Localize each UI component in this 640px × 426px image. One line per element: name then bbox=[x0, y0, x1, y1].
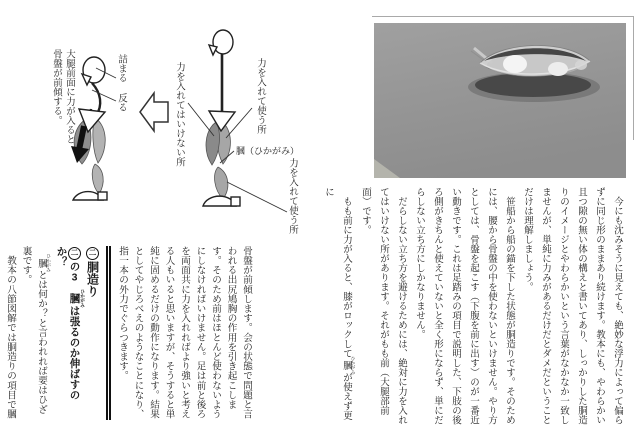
ruby-base: 膕 bbox=[68, 289, 81, 308]
left-page-text bbox=[5, 246, 254, 420]
paragraph bbox=[319, 187, 356, 425]
ruby-base: 膕 bbox=[36, 253, 47, 272]
paragraph: 今にも沈みそうに見えても、絶妙な浮力によって偏らずに同じ形のままあり続けます。教本にも、やわらかい且つ隙の無い体の構えと書いてあり、しっかりした胴造りのイメージとやわらかいという言葉がなかなか一致しませんが、単純に力みがあるだけだとダメだということだけは理解しましょう。 bbox=[522, 187, 622, 425]
subsection-number-mark: 二 bbox=[68, 247, 81, 260]
section-number-mark: 二 bbox=[86, 247, 99, 260]
boat-photo bbox=[374, 23, 626, 178]
paragraph: 教本の八節図解では胴造りの項目で膕 bbox=[5, 246, 16, 419]
paragraph: だらしない立ち方を避けるためには、絶対に力を入れてはいけない所があります。それがもも前（大腿部前面）です。 bbox=[360, 187, 406, 425]
subsection-ruby bbox=[68, 289, 86, 308]
left-figure-caption: 大腿前面に力が入ると骨盤が前傾する。 bbox=[51, 49, 75, 144]
text-run: が使えず更に bbox=[323, 187, 351, 420]
pointer-lines-right bbox=[188, 103, 287, 212]
ruby-text: ひかがみ bbox=[46, 253, 52, 273]
subsection-title-text: は張るのか伸ばすのか？ bbox=[55, 246, 81, 400]
boat-photo-image bbox=[374, 23, 626, 178]
ruby-base: 膕 bbox=[341, 356, 351, 375]
water-surface bbox=[374, 23, 626, 178]
label-do-not-apply-power: 力を入れてはいけない所 bbox=[174, 62, 185, 167]
hikagami-ruby bbox=[341, 356, 356, 375]
label-apply-power-upper: 力を入れて使う所 bbox=[255, 58, 266, 134]
hikagami-ruby bbox=[36, 253, 52, 273]
ruby-text: ひかがみ bbox=[351, 356, 356, 375]
subsection-particle: の bbox=[68, 261, 81, 272]
text-run: もも前に力が入ると、膝がロックして bbox=[341, 187, 351, 358]
paragraph bbox=[18, 246, 52, 420]
label-tsumaru: 詰まる bbox=[116, 54, 127, 83]
label-soru: 反る bbox=[116, 93, 127, 112]
left-arrow-icon bbox=[140, 93, 168, 131]
photo-keyline-top bbox=[372, 16, 633, 17]
subsection-number: 3 bbox=[71, 271, 78, 282]
right-page-text bbox=[323, 187, 626, 425]
label-apply-power-lower: 力を入れて使う所 bbox=[287, 158, 298, 234]
paragraph: 笹船から船の錨を下した状態が胴造りです。そのためには、腰から骨盤の中を使わないといけません。やり方としては、骨盤を起こす（下腹を前に出す）のが一番近い動きです。これは足踏みの項目で説明した、下肢の後ろ側がきちんと使えていないと全く形にならず、単にだらしない立ち方にしかなりません。 bbox=[414, 187, 514, 425]
subsection-title bbox=[55, 246, 86, 420]
paragraph: 骨盤が前傾します。会の状態で問題と言われる出尻鳩胸の作用を引き起こします。そのため前はほとんど使わないようにしなければいけません。足は前と後ろを両面共に力を入れればより強いと考える人もいると思いますが、そうすると単純に固めるだけの動作になります。結果としてやじろべえのようなことになり、指一本の外力でぐらつきます。 bbox=[117, 246, 252, 419]
section-title-text: 胴造り bbox=[85, 261, 100, 297]
section-title bbox=[86, 246, 100, 420]
straight-figure bbox=[203, 30, 240, 206]
section-heading bbox=[55, 246, 111, 420]
slouched-figure bbox=[73, 57, 107, 200]
photo-keyline-right bbox=[633, 16, 634, 140]
ruby-text: ひかがみ bbox=[80, 289, 86, 308]
text-run: とは何か？と言われれば要はひざ裏です。 bbox=[20, 246, 47, 414]
label-hikagami: 膕（ひかがみ） bbox=[236, 146, 300, 156]
